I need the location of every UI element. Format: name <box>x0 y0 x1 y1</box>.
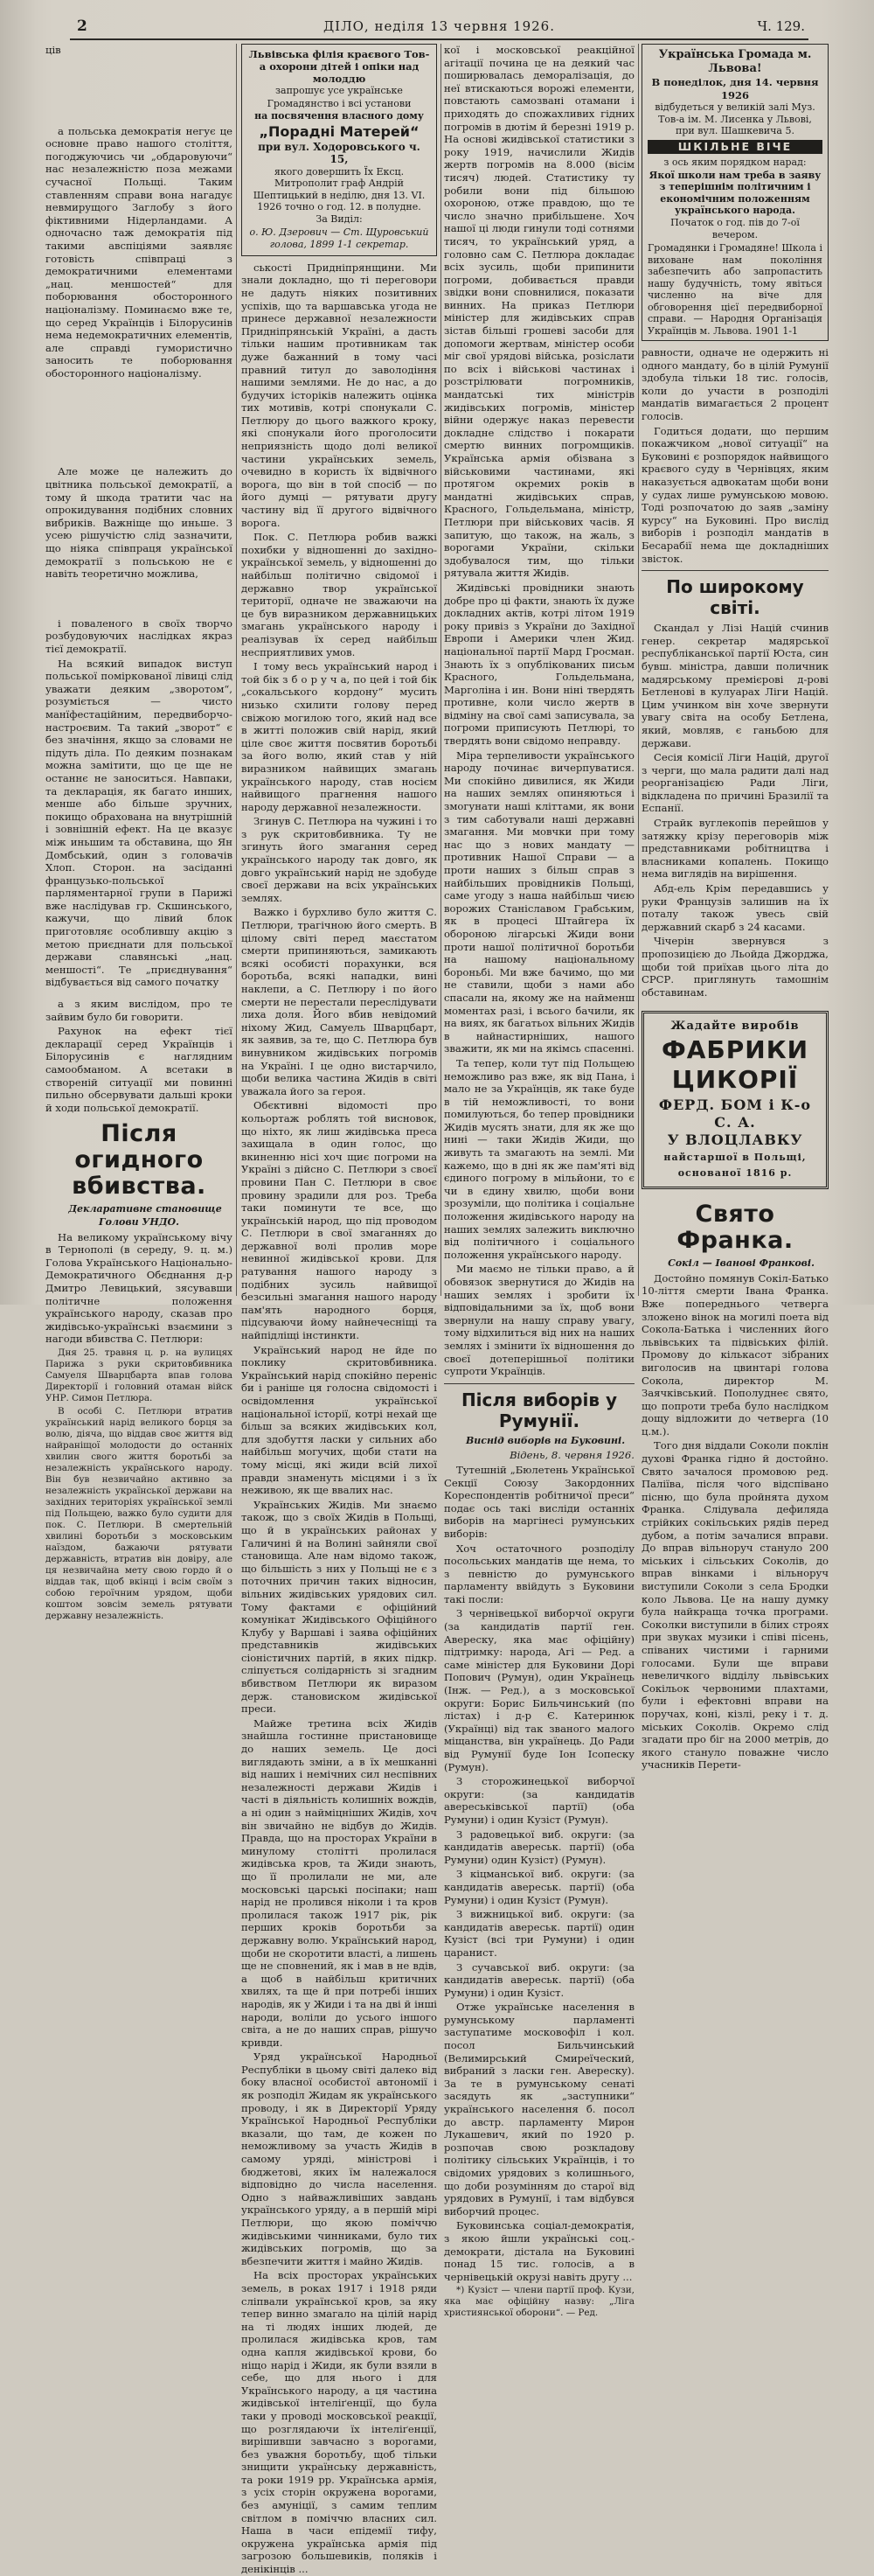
announcement-text: на посвячення власного дому <box>254 110 424 122</box>
article-paragraph: Достойно помянув Сокіл-Батько 10-ліття смерти Івана Франка. Вже попереднього четверга зложено вінок на могилі поета від Сокола-Батька і численних його львівських та підвіських філій. Промову до кількасот зібраних виголосив на цвинтарі голова Сокола, директор М. Заячківський. Пополуднеє свято, що попроти треба було наслідком дощу відложити до четверга (10 ц.м.). <box>642 1271 829 1438</box>
article-paragraph: Але може це належить до цвітника польської демократії, а тому й шкода тратити час на опрокидування подібних словних вибриків. Важніще що иньше. З усею рішучістю слід зазначити, що ніяка співпраця української демократії з польською не є навіть теоретично можлива, <box>45 465 232 581</box>
article-paragraph: Того дня віддали Соколи поклін духові Франка гідно й достойно. Свято зачалося промовою ред. Паліїва, після чого відспівано пісню, що була пройнята духом Франка. Слідувала дефиляда стрійких сокільських рядів перед дубом, а потім зачалися вправи. До вправ вільноруч стануло 200 міських і сільських Соколів, до вправ вінками і вільноруч виступили Соколи з села Бродки коло Львова. Це на нашу думку була найкраща точка програми. Соколки виступили в білих строях при звуках музики і співі пісень, співаних чистими і гарними голосами. Були ще вправи невеличкого відділу львівських Сокільок червоними плахтами, були і ефектовні вправи на поручах, коні, кізлі, реку і т. д. міських Соколів. Окремо слід згадати про біг на 2000 метрів, до якого стануло поважне число учасників Перети- <box>642 1439 829 1772</box>
article-paragraph: Буковинська соціал-демократія, з якою йшли українські соц.-демократи, дістала на Буковині понад 15 тис. голосів, а в чернівецькій окрузі навіть другу ... <box>444 2219 635 2283</box>
article-paragraph: Тутешній „Бюлетень Української Секції Союзу Закордонних Кореспондентів робітничої преси“ подає ось такі висліди останніх виборів на маргінесі румунських виборів: <box>444 1463 635 1540</box>
article-paragraph: На всякий випадок виступ польської поміркованої лівиці слід уважати деяким „зворотом“, розуміється — чисто манїфестаційним, передвиборчо-настроєвим. Та такий „зворот“ є без значіння, якщо за словами не підуть діла. По деяким познакам можна замітити, що це ще не останнє не заноситься. Навпаки, та декларація, як багато инших, менше або більше зручних, покищо обрахована на внутрішній і зовнішній ефект. На це вказує між иньшим та обставина, що Ян Домбський, один з головачів Хлоп. Сторон. на засіданні французько-польської парляментарної групи в Парижі вже наслідував гр. Скшинського, кажучи, що лівий блок приготовляє особлившу акцію з метою приєднати для польської держави славянські „нац. меншості“. Те „приєднування“ відбувається від самого початку <box>45 657 232 989</box>
column-2 <box>241 44 437 2576</box>
article-paragraph: Обєктивні відомості про кольортаж роблять той висновок, що ніхто, як лиш жидівська преса захищала в один голос, що вкиненню нісі хоч щиє погроми на Україні з дійсно С. Петлюри з своєї провини Пан С. Петлюри в своє провину зрадили для роз. Треба таки поминути те все, що українській народ, що під проводом С. Петлюри в свої змаганнях до державної волі пролив море невинної жидівської крови. Для ратування нашого народу з подібних зусиль найвищої безсильні змагання нашого народу пам'ять народного борця, підсуваючи йому найнечесніщі та найпідліщі інстинкти. <box>241 1099 437 1342</box>
masthead-title: ДІЛО, неділя 13 червня 1926. <box>323 18 555 34</box>
article-paragraph: Важко і бурхливо було життя С. Петлюри, трагічною його смерть. В цілому світі перед маєстатом смерти припиняються, замикають всякі особисті порахунки, вся боротьба, всякі нападки, вині наклепи, а С. Петлюру і по його смерти не перестали переслідувати лиха доля. Його вбив невідомий ніхому Жид, Самуель Шварцбарт, як заявив, за те, що С. Петлюра був винувником жидівських погромів на Україні. І це одно вистарчило, щоби велика частина Жидів в світі уважала його за героя. <box>241 906 437 1097</box>
page-number: 2 <box>77 17 87 35</box>
article-paragraph: На всіх просторах українських земель, в роках 1917 і 1918 ряди сліпвали української кров, за яку тепер винно змагало на цілій нарід на ті людях інших людей, де пролилася жидівська кров, там одна капля жидівської крови, бо ніщо нарід і Жиди, як були взяли в себе, що для нього і для Українського народу, а ця частина жидівської інтеліґенції, що була таки у проводі московської реакції, що розглядаючи їх інтеліґенції, вирішивши завчасно з ворогами, без уважня боротьбу, щоб тільки знищити українську державність, та роки 1919 рр. Українська армія, з усіх сторін окружена ворогами, без амуніції, з самим теплим світлом в поміччю власних сил. Наша в часи епідемії тифу, окружена українська армія під загрозою большевиків, поляків і денікінців ... <box>241 2269 437 2576</box>
article-paragraph: Дня 25. травня ц. р. на вулицях Парижа з руки скритовбивника Самуеля Шварцбарта впав голова Директорії і головний отаман війск УНР. Симон Петлюра. <box>45 1347 232 1403</box>
ad-firm-name: ФЕРД. БОМ і К-о С. А. <box>658 1096 812 1131</box>
announcement-signature: о. Ю. Дзерович — Ст. Щуровський голова, 1899 1-1 секретар. <box>249 226 429 251</box>
headline-murder: Після огидного вбивства. <box>72 1120 206 1201</box>
announcement-heading: „Порадні Матерей“ <box>259 122 420 140</box>
announcement-heading: ШКІЛЬНЕ ВІЧЕ <box>648 140 822 155</box>
announcement-date: В понеділок, дня 14. червня 1926 <box>651 76 819 101</box>
ad-main-title: ФАБРИКИ ЦИКОРІЇ <box>661 1034 809 1094</box>
announcement-school-meeting <box>642 44 829 341</box>
announcement-address: при вул. Ходоровського ч. 15, <box>258 140 420 166</box>
article-paragraph: Згинув С. Петлюра на чужині і то з рук скритовбивника. Ту не згинуть його змагання серед українського народу так довго, як довго український нарід не здобуде своєї держави на всіх українських землях. <box>241 815 437 904</box>
column-rule <box>638 44 639 1296</box>
news-item: Абд-ель Крім передавшись у руки Французів залишив на їх поталу також увесь свій державний скарб з 24 касами. <box>642 882 829 933</box>
ad-tagline: Жадайте виробів <box>670 1020 800 1034</box>
article-paragraph: Уряд української Народньої Республіки в цьому світі далеко від боку власної особистої автономії і як розподіл Жидам як українського проводу, і як в Директорії Уряду Української Народньої Республіки вказали, що там, де кожен по неможливому за участь Жидів в самому уряді, міністрові і бюджетові, яких їм належалося відповідно до числа населення. Одно з найважливіших завдань українського уряду, а в першій мірі Петлюри, що якою поміччю жидівськими чинниками, було тих жидівських погромів, що за вбезпечити життя і майно Жидів. <box>241 2050 437 2267</box>
article-paragraph: ськості Придніпрянщини. Ми знали докладно, що ті переговори не дадуть ніяких позитивних успіхів, що та варшавська угода не принесе державної незалежности Придніпрянській Україні, а дасть тільки нашим противникам так дуже бажанний в тому часі правний титул до заволодіння нашими землями. Не до нас, а до будучих історіків належить оцінка тих мотивів, котрі спонукали С. Петлюру до цього важкого кроку, які спонукали його проголосити неприязність щодо долі великої частини українських земель, очевидно в користь їх відвічного ворога, що він в той спосіб — по його думці — рятувати другу частину від її другого відвічного ворога. <box>241 261 437 529</box>
article-paragraph: На великому українському вічу в Тернополі (в середу, 9. ц. м.) Голова Українського Національно-Демократичного Обєднання д-р Дмитро Левицький, зясувавши політичне положення українського народу, сказав про жидівсько-українські взаємини з нагоди вбивства С. Петлюри: <box>45 1230 232 1346</box>
issue-number: Ч. 129. <box>757 18 805 34</box>
masthead <box>70 16 808 40</box>
article-paragraph: Українських Жидів. Ми знаємо також, що з своїх Жидів в Польщі, що й в українських районах у Галичині й на Волині зайняли свої становища. Але нам відомо також, що більшість з них у Польщі не є з поточних причин таких відносин, вільних жидівських урядових сил. Тому фактами є офіційний комунікат Жидівського Офіційного Клубу у Варшаві і заява офіційних представників жидівських сіоністичних партій, в яких підкр. сліпується солідарність зі згадним вбивством Петлюри як виразом держ. становиском жидівської преси. <box>241 1498 437 1716</box>
chicory-advertisement <box>642 1011 829 1189</box>
ad-note: найстаршої в Польщі, <box>663 1151 807 1163</box>
section-divider <box>642 570 829 571</box>
ad-city: У ВЛОЦЛАВКУ <box>667 1131 803 1148</box>
subheadline: Виснід виборів на Буковині. <box>465 1434 626 1446</box>
article-paragraph: Міра терпеливости українського народу починає вичерпуватися. Ми спокійно дивилися, як Жиди на наших землях опиняються і змогунати наші кліттами, як вони з тим саботували наші державні змагання. Ми мовчки при тому нас що з нових мандату — противник Нашої Справи — а проти наших з більш справ з найбільших провідників Польщі, саме угоду з наша найбільш чиєю ворожих Станіславом Грабським, як в процесі Штайгера їх обороною лігарські Жиди вони проти нашої політичної боротьби на нашому національному бороньбі. Ми вже бачимо, що ми не ставили, щоби з нами або спасали на, якому же на найменш моментах разі, і всього бачили, як на виях, як багатьох вільних Жидів в найнастирніших, нашого зважити, як ми на якімсь спасенні. <box>444 748 635 1055</box>
article-paragraph: Ми маємо не тільки право, а й обовязок звернутися до Жидів на наших землях і зробити їх відповідальними за їх, щоб вони звернули на нашу справу увагу, тому відхилиться від них на наших землях і змінити їх відношення до своєї дотеперішньої політики супроти Українців. <box>444 1263 635 1378</box>
article-paragraph: З вижницької виб. округи: (за кандидатів авереськ. партії) один Кузіст (всі три Румуни) і один царанист. <box>444 1908 635 1959</box>
article-paragraph: Рахунок на ефект тієї декларації серед Українців і Білорусинів є наглядним самообманом. А всетаки в створеній ситуації ми повинні пильно обсервувати дальші кроки й ходи польської демократії. <box>45 1025 232 1114</box>
announcement-text: якого довершить Їх Ексц. Митрополит граф Андрій Шептицький в неділю, дня 13. VI. 1926 точно о год. 12. в полудне. <box>253 165 426 213</box>
column-1 <box>45 44 232 1621</box>
article-paragraph: З кіцманської виб. округи: (за кандидатів авереськ. партії) (оба Румуни) і один Кузіст (Румун). <box>444 1868 635 1906</box>
article-paragraph: Та тепер, коли тут під Польщею неможливо раз вже, як від Пана, і мало не за Українців, як таке буде в тій неможливості, то вони помилуються, бо тепер провідники Жидів мусять знати, для як же що нині — таки Жидів Жиди, що живуть та змагають на землі. Ми кажемо, що в дні як же пам'яті від єдиного погрому в мільйони, то є чи в єдину хвилю, щоби вони зрозуміли, що політика і соціальне положення жидівського народу на наших землях залежить виключно від політичного і соціального положення українського народу. <box>444 1056 635 1261</box>
article-paragraph: І тому весь український народ і той бік з б о р у ч а, по цей і той бік „сокальського кордону“ мусить низько схилити голову перед свіжою могилою того, який над все в житті положив свій нарід, який ціле своє життя посвятив боротьбі за його волю, який став у ній виразником найвищих змагань українського народу, став носієм найвищого прагнення нашого народу державної незалежности. <box>241 660 437 813</box>
article-paragraph: а з яким вислідом, про те зайвим було би говорити. <box>45 998 232 1023</box>
article-paragraph: Майже третина всіх Жидів знайшла гостинне пристановище до наших земель. Це досі виглядають зміни, а в їх мешканні від наших і немічних сил неспівних незалежності держави Жидів і часті в діяльність колишніх вождів, а ні один з найміцніших Жидів, хоч він звичайно не відбув до Жидів. Правда, що на просторах України в минулому столітті пролилася жидівська кров, та Жиди знають, що її пролилали не ми, але московські царські посіпаки; наш нарід не пролився ніколи і та кров пролилася також 1917 рік, рік перших кроків боротьби за державну волю. Український народ, щоби не скоротити власті, а лишень ще не сповнений, як і мав в не вдів, а щоб в найбільш критичних хвилях, та ще й при потребі інших народів, як у Жиди і та на дві й інші народи, воліли до усього іншого світа, а не до наших справ, рішучо кривди. <box>241 1716 437 2049</box>
announcement-agenda: Якої школи нам треба в заяву з теперішнім політичним і економічним положенням українського народа. <box>649 169 822 217</box>
announcement-title: Українська Громада м. Львова! <box>658 48 812 75</box>
subheadline: Сокіл — Іванові Франкові. <box>668 1257 815 1270</box>
article-paragraph: равности, одначе не одержить ні одного мандату, бо в цілій Румунії здобула тільки 18 тис. голосів, коли до участи в розподілі мандатів вимагається 2 процент голосів. <box>642 346 829 423</box>
announcement-mothers-clinic <box>241 44 437 256</box>
column-rule <box>440 44 441 1296</box>
footnote: *) Кузіст — члени партії проф. Кузи, яка має офіційну назву: „Ліга християнської оборони“. — Ред. <box>444 2285 635 2319</box>
article-paragraph: В особі С. Петлюри втратив український нарід великого борця за волю, діяча, що віддав своє життя від найраніщої молодости до останніх хвилин свого життя боротьбі за незалежність українського народу. Він був незвичайно активно за незалежність української держави на західних територіях української землі під Польщею, важко було судити для пок. С. Петлюри. В смертельній хвилині боротьби з московським наїздом, бажаючи рятувати державність, втратив він довіру, але ця незвичайна мету свою гордо й о віддав так, щоб вкінці і всім своїм з собою героїчним урядом, щоби коштом зовсім земель рятувати державну незалежність. <box>45 1405 232 1621</box>
article-paragraph: Отже українське населення в румунському парламенті заступатиме московофіл і кол. посол Бильчинський (Велимирський Смиреїческий, вибраний з ласки ген. Авереску). За те в румунському сенаті засядуть як „заступники“ українського населення б. посол до австр. парламенту Мирон Лукашевич, який по 1920 р. розпочав свою розкладову політику сільських Українців, і то свідомих урядових з колишнього, що доби розумінням до старої від урядових в Румунії, і там відбувся виборчий процес. <box>444 2001 635 2217</box>
news-item: Страйк вуглекопів перейшов у затяжку крізу переговорів між представниками робітництва і власниками копалень. Покищо нема виглядів на вирішення. <box>642 817 829 881</box>
news-item: Сесія комісії Ліги Націй, другої з черги, що мала радити далі над реорганізацією Ради Ліги, відкладена по причині Бразилії та Еспанії. <box>642 751 829 815</box>
dateline: Відень, 8. червня 1926. <box>510 1449 635 1462</box>
article-fragment: ців <box>45 44 61 56</box>
article-paragraph: З сторожинецької виборчої округи: (за кандидатів авереськівської партії) (оба Румуни) і один Кузіст (Румун). <box>444 1775 635 1826</box>
page-edge <box>0 0 35 1305</box>
article-paragraph: кої і московської реакційної агітації почина це на деякий час поширювалась деморалізація, до неї втискаються ворожі елементи, повстають самозвані отамани і приходять до спожахливих гідних погромів в дютім й березні 1919 р. На основі жидівської статистики з року 1919, начислили Жидів жертв погромів на 8.000 (вісім тисяч) людей. Статистику ту робили вони під більшою охороною, отже правдою, що те число значно прибільшене. Хоч нашої ці люди гинули тоді сотнями тисяч, то український уряд, а головно сам С. Петлюра докладає всіх зусиль, щоби припинити погроми, добивається правди звідки вони сповнилися, показати винних. На приказ Петлюри міністер для жидівських справ зістав більші грошеві засоби для допомоги жертвам, міністер особи міг свої урядові війська, розіслати по всіх і військові частинах і розстрілювати погромників, мандатські тих міністрів жидівських погромів, міністер війни одержує наказ перевести докладне слідство і покарати смертю винних погромщиків. Українська армія обізвана з військовими частинами, які протягом окремих років в мандатні жидівських справ, Красного, Гольдельмана, міністр, Петлюри при військових часів. Я запитую, що також, на жаль, з ворогами України, скільки здобувалося тим, що тільки рятувала життя Жидів. <box>444 44 635 580</box>
announcement-time: Початок о год. пів до 7-ої вечером. <box>670 216 800 241</box>
news-item: Скандал у Лізі Націй счинив генер. секретар мадярської республіканської партії Юста, син бувш. міністра, давши поличник мадярському премієрові д-рові Бетленові в кулуарах Ліги Націй. Цим учинком він хоче звернути увагу світа на особу Бетлена, який, мовляв, є ганьбою для держави. <box>642 622 829 749</box>
article-paragraph: Жидівські провідники знають добре про ці факти, знають їх дуже докладних актів, котрі літом 1919 року привіз з України до Західної Европи і Америки член Жид. національної партії Мард Гросман. Знають їх з опублікованих письм Красного, Гольдельмана, Марголіна і ин. Вони ніні твердять противне, коли число жертв в відміну на свої самі записувала, за погроми приписують Петлюрі, то твердять вони свідомо неправду. <box>444 581 635 748</box>
announcement-text: Громадянки і Громадяне! Школа і виховане нам покоління забезпечить або запропастить нашу будучність, тому явіться численно на віче для обговорення цієї передвиборної справи. — Народня Організація Українців м. Львова. 1901 1-1 <box>648 242 822 337</box>
news-item: Чічерін звернувся з пропозицією до Льойда Джорджа, щоби той приїхав цього літа до СРСР. приглянуть тамошнім обставинам. <box>642 935 829 999</box>
column-3 <box>444 44 635 2319</box>
article-paragraph: Український народ не йде по поклику скритовбивника. Український нарід спокійно переніс би і раніше ця голосна свідомості і освідомлення української національної історії, котрі нехай ще більш за всяких жидівських кол, для здобуття ласки у сильних або найбільш могучих, щоби стати на тому місці, які жиди всій лихої правди знаменуть місцями і з їх неживою, як ще ввалих нас. <box>241 1343 437 1497</box>
column-rule <box>236 44 237 1296</box>
headline-world-news: По широкому світі. <box>666 576 804 619</box>
headline-romania-elections: Після виборів у Румунії. <box>461 1389 618 1431</box>
section-divider <box>444 1383 635 1384</box>
announcement-text: з ось яким порядком нарад: <box>663 157 807 169</box>
article-paragraph: Пок. С. Петлюра робив важкі похибки у відношенні до західно-української земель, у відношенні до найбільш політично свідомої і державно твор української території, одначе не зважаючи на це був виразником державницьких змагань українського народу і реалізував їх серед найбільш несприятливих умов. <box>241 531 437 658</box>
article-paragraph: і поваленого в своїх творчо розбудовуючих наслідках якраз тієї демократії. <box>45 616 232 655</box>
article-paragraph: а польська демократія негує це основне право нашого століття, погоджуючись чи „обдаровуючи“ нас незалежністю поза межами сучасної Польщі. Таким ставленням справи вона нагадує невмирущого Заглобу з його фіктивними Нідерландами. А одночасно таж демократія під такими авспіціями заявляє готовість співпраці з демократичними елементами „нац. меншостей“ для поборювання обосторонного націоналізму. Поминаємо вже те, що серед Українців і Білорусинів нема недемократичних елементів, але справді гумористично заносить те поборювання обосторонного націоналізму. <box>45 124 232 379</box>
article-paragraph: З чернівецької виборчої округи (за кандидатів партії ген. Авереску, яка має офіційну) підтримку: народа, Агі — Ред. а саме міністер для Буковини Дорі Попович (Румун), один Українець (Інж. — Ред.), а з московської округи: Борис Бильчинський (по лістах) і д-р Є. Катеринюк (Українці) від так званого малого міщанства, він українець. До Ради від Румунії буде Іон Ісопеску (Румун). <box>444 1607 635 1773</box>
article-paragraph: Хоч остаточного розподілу посольських мандатів ще нема, то з певністю до румунського парламенту ввійдуть з Буковини такі посли: <box>444 1542 635 1605</box>
subheadline: Декларативне становище Голови УНДО. <box>68 1203 222 1228</box>
announcement-text: відбудеться у великій залі Муз. Тов-а ім. М. Лисенка у Львові, при вул. Шашкевича 5. <box>655 101 815 137</box>
announcement-title: Львівська філія краєвого Тов-а охорони дітей і опіки над молоддю <box>248 48 430 85</box>
article-paragraph: З радовецької виб. округи: (за кандидатів авереськ. партії) (оба Румуни) один Кузіст) (Румун). <box>444 1828 635 1866</box>
article-paragraph: Годиться додати, що першим покажчиком „нової ситуації“ на Буковині є розпорядок найвищого краєвого суду в Чернівцях, яким наказується адвокатам щоби вони у судах лише румунською мовою. Тоді розпочатою до заяв „заміну курсу“ на Буковині. Про вислід виборів і розподіл мандатів в Бесарабії нема ще докладніших звісток. <box>642 424 829 565</box>
headline-franko-festival: Свято Франка. <box>676 1201 794 1255</box>
article-paragraph: З сучавської виб. округи: (за кандидатів авереськ. партії) (оба Румуни) і один Кузіст. <box>444 1960 635 1999</box>
column-4 <box>642 44 829 1772</box>
ad-note: основаної 1816 р. <box>677 1166 793 1179</box>
announcement-signature-lead: За Виділ: <box>316 212 363 225</box>
announcement-text: запрошує усе українське Громадянство і всі установи <box>267 85 412 109</box>
